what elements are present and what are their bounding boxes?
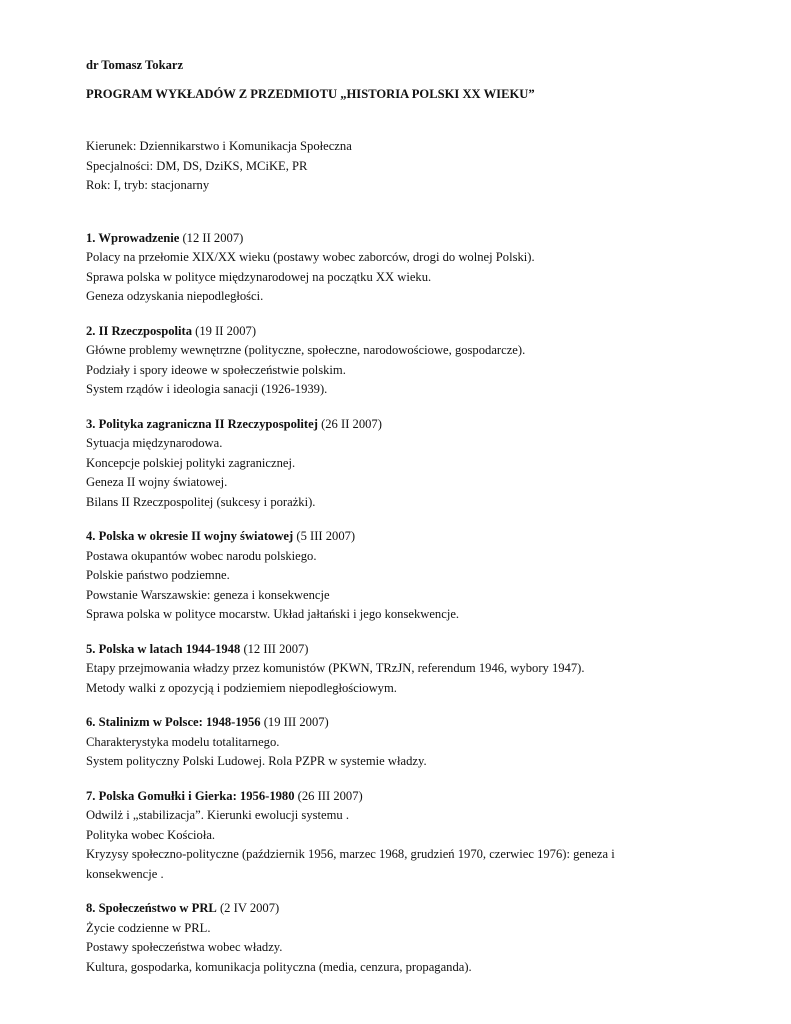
lecture-heading (86, 415, 746, 435)
lecture-heading (86, 787, 746, 807)
lecture-title: 2. II Rzeczpospolita (86, 323, 192, 338)
lecture-topic: Życie codzienne w PRL. (86, 920, 211, 935)
lecture-topic: Odwilż i „stabilizacja”. Kierunki ewolucji systemu . (86, 808, 349, 822)
lecture-topic: Główne problemy wewnętrzne (polityczne, społeczne, narodowościowe, gospodarcze). (86, 343, 526, 357)
meta-line: Kierunek: Dziennikarstwo i Komunikacja Społeczna (86, 139, 352, 153)
lecture-topic: Geneza odzyskania niepodległości. (86, 289, 264, 303)
lecture-date: (2 IV 2007) (219, 901, 280, 915)
lecture-topic: Charakterystyka modelu totalitarnego. (86, 734, 280, 749)
lecture-heading (86, 899, 746, 919)
lecture-date: (12 III 2007) (243, 641, 309, 656)
lecture-section (86, 640, 746, 699)
lecture-topic: Postawa okupantów wobec narodu polskiego. (86, 548, 317, 563)
lecture-title: 6. Stalinizm w Polsce: 1948-1956 (86, 715, 261, 729)
lecture-topic: System polityczny Polski Ludowej. Rola PZPR w systemie władzy. (86, 754, 427, 768)
lecture-date: (5 III 2007) (296, 529, 356, 543)
lecture-title: 8. Społeczeństwo w PRL (86, 901, 217, 915)
lecture-topic: System rządów i ideologia sanacji (1926-1939). (86, 382, 328, 396)
lecture-section (86, 415, 746, 513)
lecture-title: 4. Polska w okresie II wojny światowej (86, 529, 294, 543)
lecture-topic: Kultura, gospodarka, komunikacja polityczna (media, cenzura, propaganda). (86, 959, 472, 974)
lecture-topic: Polityka wobec Kościoła. (86, 827, 216, 842)
lecture-section (86, 229, 746, 307)
lecture-date: (12 II 2007) (182, 230, 244, 245)
meta-line: Specjalności: DM, DS, DziKS, MCiKE, PR (86, 158, 308, 173)
lecture-title: 1. Wprowadzenie (86, 230, 180, 245)
lecture-section (86, 527, 746, 625)
lecture-list (86, 229, 746, 978)
lecture-heading (86, 640, 746, 660)
lecture-title: 3. Polityka zagraniczna II Rzeczypospolitej (86, 416, 318, 431)
lecture-topic: Sytuacja międzynarodowa. (86, 436, 223, 450)
lecture-section (86, 787, 746, 885)
lecture-topic: Koncepcje polskiej polityki zagranicznej. (86, 455, 296, 470)
lecture-section (86, 713, 746, 772)
lecture-date: (26 II 2007) (321, 416, 382, 431)
lecture-heading (86, 322, 746, 342)
lecture-topic: Polskie państwo podziemne. (86, 568, 230, 582)
lecture-heading (86, 527, 746, 547)
meta-line: Rok: I, tryb: stacjonarny (86, 178, 210, 192)
author-name: dr Tomasz Tokarz (86, 58, 184, 72)
lecture-topic: Bilans II Rzeczpospolitej (sukcesy i porażki). (86, 494, 316, 509)
lecture-topic: Etapy przejmowania władzy przez komunistów (PKWN, TRzJN, referendum 1946, wybory 1947). (86, 661, 585, 675)
lecture-topic: Kryzysy społeczno-polityczne (październik 1956, marzec 1968, grudzień 1970, czerwiec 1976): geneza i (86, 847, 615, 861)
document-page (86, 56, 746, 992)
lecture-title: 5. Polska w latach 1944-1948 (86, 641, 241, 656)
lecture-topic: Metody walki z opozycją i podziemiem niepodległościowym. (86, 680, 397, 695)
lecture-section (86, 899, 746, 977)
lecture-topic: Podziały i spory ideowe w społeczeństwie polskim. (86, 362, 346, 377)
lecture-topic: Postawy społeczeństwa wobec władzy. (86, 940, 283, 954)
lecture-heading (86, 229, 746, 249)
lecture-topic: Polacy na przełomie XIX/XX wieku (postawy wobec zaborców, drogi do wolnej Polski). (86, 250, 535, 264)
lecture-heading (86, 713, 746, 733)
lecture-date: (19 II 2007) (195, 323, 257, 338)
lecture-date: (26 III 2007) (297, 788, 363, 803)
lecture-topic: Geneza II wojny światowej. (86, 475, 228, 489)
lecture-topic: Sprawa polska w polityce mocarstw. Układ jałtański i jego konsekwencje. (86, 607, 460, 621)
lecture-topic: Powstanie Warszawskie: geneza i konsekwencje (86, 587, 330, 602)
lecture-title: 7. Polska Gomułki i Gierka: 1956-1980 (86, 788, 295, 803)
lecture-date: (19 III 2007) (263, 715, 329, 729)
course-meta (86, 137, 746, 196)
lecture-topic: Sprawa polska w polityce międzynarodowej na początku XX wieku. (86, 269, 432, 284)
document-title: PROGRAM WYKŁADÓW Z PRZEDMIOTU „HISTORIA POLSKI XX WIEKU” (86, 86, 535, 101)
lecture-topic: konsekwencje . (86, 866, 164, 881)
lecture-section (86, 322, 746, 400)
